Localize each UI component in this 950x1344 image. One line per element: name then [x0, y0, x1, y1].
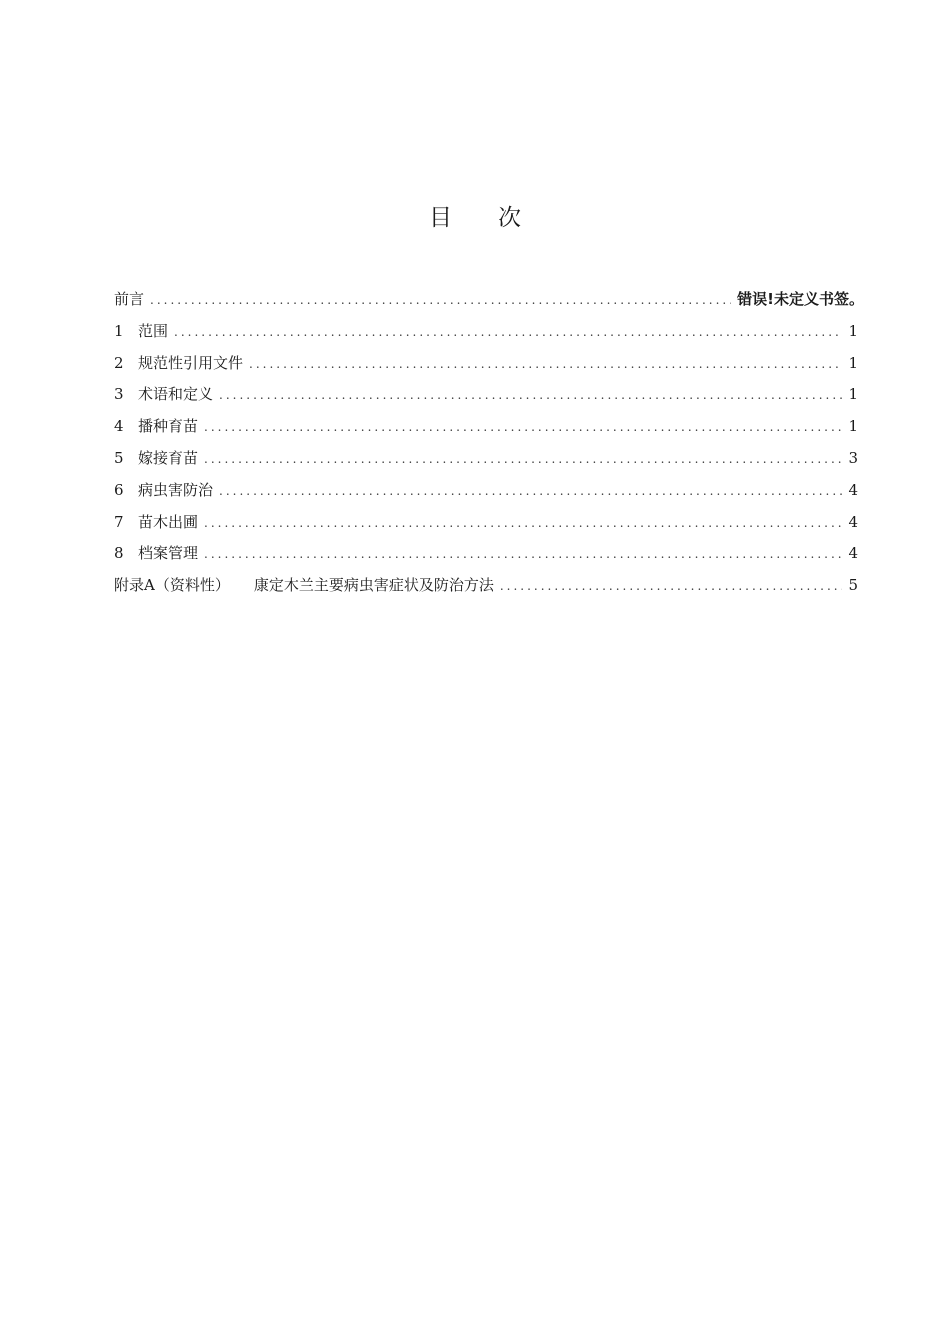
toc-appendix-prefix: 附录A（资料性） [114, 576, 230, 595]
toc-label: 术语和定义 [138, 385, 214, 404]
toc-page-number: 3 [848, 448, 858, 467]
toc-number: 4 [114, 417, 124, 436]
toc-appendix-title: 康定木兰主要病虫害症状及防治方法 [253, 576, 494, 595]
toc-label: 档案管理 [138, 544, 199, 563]
toc-label: 病虫害防治 [138, 480, 214, 499]
toc-appendix-label [114, 570, 494, 602]
toc-page-number: 1 [848, 321, 858, 340]
toc-number: 3 [114, 385, 124, 404]
toc-entry-appendix-a[interactable] [114, 570, 858, 602]
toc-label: 规范性引用文件 [138, 353, 244, 372]
toc-page-number: 4 [848, 544, 858, 563]
toc-label: 苗木出圃 [138, 512, 199, 531]
toc-page-number: 5 [848, 576, 858, 595]
toc-dot-leader [204, 539, 842, 571]
toc-entry-5[interactable] [114, 443, 858, 475]
toc-page-error: 错误!未定义书签。 [737, 290, 864, 308]
toc-entry-3[interactable] [114, 379, 858, 411]
toc-page-number: 1 [848, 385, 858, 404]
toc-entry-7[interactable] [114, 507, 858, 539]
toc-label: 范围 [138, 321, 169, 340]
toc-dot-leader [150, 285, 731, 317]
toc-entry-2[interactable] [114, 348, 858, 380]
toc-number: 8 [114, 544, 124, 563]
toc-number: 5 [114, 448, 124, 467]
toc-dot-leader [204, 508, 842, 540]
page-title-char-1: 目 [429, 205, 452, 231]
toc-dot-leader [500, 571, 843, 603]
toc-page-number: 4 [848, 512, 858, 531]
toc-dot-leader [204, 444, 842, 476]
toc-number: 7 [114, 512, 124, 531]
toc-number: 1 [114, 321, 124, 340]
page-title [0, 200, 950, 236]
toc-dot-leader [219, 476, 842, 508]
toc-dot-leader [219, 380, 842, 412]
page-title-char-2: 次 [498, 205, 521, 231]
toc-dot-leader [174, 317, 842, 349]
toc-label: 嫁接育苗 [138, 448, 199, 467]
toc-page-number: 1 [848, 417, 858, 436]
table-of-contents [114, 284, 864, 602]
toc-number: 2 [114, 353, 124, 372]
toc-entry-6[interactable] [114, 475, 858, 507]
toc-label: 播种育苗 [138, 417, 199, 436]
toc-page-number: 1 [848, 353, 858, 372]
toc-number: 6 [114, 480, 124, 499]
toc-entry-8[interactable] [114, 538, 858, 570]
toc-entry-4[interactable] [114, 411, 858, 443]
toc-page-number: 4 [848, 480, 858, 499]
toc-dot-leader [204, 412, 842, 444]
toc-entry-foreword[interactable] [114, 284, 864, 316]
toc-entry-1[interactable] [114, 316, 858, 348]
toc-label: 前言 [114, 290, 145, 308]
toc-dot-leader [249, 349, 842, 381]
